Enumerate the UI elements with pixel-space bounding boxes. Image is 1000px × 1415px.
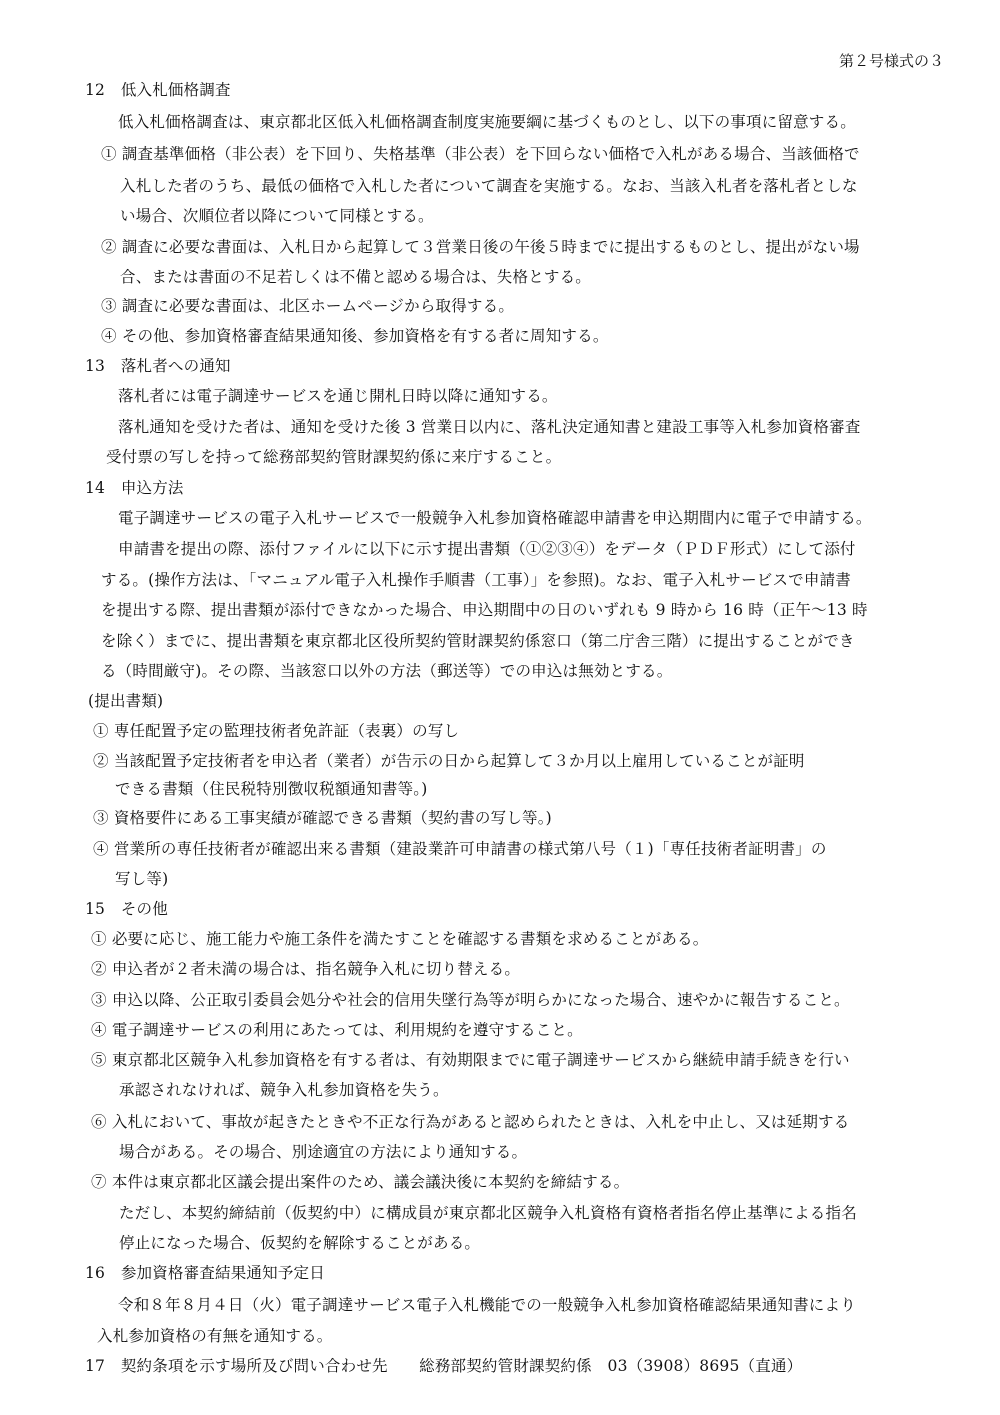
text-line: 承認されなければ、競争入札参加資格を失う。	[119, 1081, 449, 1099]
text-line: 電子調達サービスの電子入札サービスで一般競争入札参加資格確認申請書を申込期間内に電子で申請する。	[118, 509, 872, 527]
text-line: 13 落札者への通知	[85, 357, 231, 375]
text-line: 入札した者のうち、最低の価格で入札した者について調査を実施する。なお、当該入札者を落札者としな	[120, 177, 858, 195]
text-line: 落札者には電子調達サービスを通じ開札日時以降に通知する。	[118, 387, 558, 405]
text-line: 申請書を提出の際、添付ファイルに以下に示す提出書類（①②③④）をデータ（ＰＤＦ形式）にして添付	[118, 540, 856, 558]
text-line: ② 調査に必要な書面は、入札日から起算して３営業日後の午後５時までに提出するものとし、提出がない場	[101, 238, 860, 256]
text-line: ④ その他、参加資格審査結果通知後、参加資格を有する者に周知する。	[101, 327, 609, 345]
text-line: 落札通知を受けた者は、通知を受けた後 3 営業日以内に、落札決定通知書と建設工事等入札参加資格審査	[118, 418, 861, 436]
text-line: 受付票の写しを持って総務部契約管財課契約係に来庁すること。	[106, 448, 562, 466]
text-line: を除く）までに、提出書類を東京都北区役所契約管財課契約係窓口（第二庁舎三階）に提出することができ	[101, 632, 855, 650]
text-line: 15 その他	[85, 900, 168, 918]
text-line: 停止になった場合、仮契約を解除することがある。	[119, 1234, 481, 1252]
text-line: ① 専任配置予定の監理技術者免許証（表裏）の写し	[93, 722, 460, 740]
text-line: ④ 電子調達サービスの利用にあたっては、利用規約を遵守すること。	[91, 1021, 583, 1039]
text-line: ④ 営業所の専任技術者が確認出来る書類（建設業許可申請書の様式第八号（１)「専任技術者証明書」の	[93, 840, 827, 858]
text-line: 入札参加資格の有無を通知する。	[97, 1327, 333, 1345]
text-line: 令和８年８月４日（火）電子調達サービス電子入札機能での一般競争入札参加資格確認結果通知書により	[118, 1296, 856, 1314]
text-line: ただし、本契約締結前（仮契約中）に構成員が東京都北区競争入札資格有資格者指名停止基準による指名	[119, 1204, 857, 1222]
text-line: ⑤ 東京都北区競争入札参加資格を有する者は、有効期限までに電子調達サービスから継続申請手続きを行い	[91, 1051, 850, 1069]
text-line: ② 申込者が２者未満の場合は、指名競争入札に切り替える。	[91, 960, 521, 978]
text-line: ② 当該配置予定技術者を申込者（業者）が告示の日から起算して３か月以上雇用していることが証明	[93, 752, 805, 770]
form-number: 第２号様式の３	[838, 52, 944, 70]
text-line: ③ 申込以降、公正取引委員会処分や社会的信用失墜行為等が明らかになった場合、速やかに報告すること。	[91, 991, 850, 1009]
text-line: 合、または書面の不足若しくは不備と認める場合は、失格とする。	[120, 268, 592, 286]
text-line: (提出書類)	[88, 692, 164, 710]
text-line: 12 低入札価格調査	[85, 81, 231, 99]
text-line: を提出する際、提出書類が添付できなかった場合、申込期間中の日のいずれも 9 時から 16 時（正午～13 時	[101, 601, 868, 619]
text-line: ⑦ 本件は東京都北区議会提出案件のため、議会議決後に本契約を締結する。	[91, 1173, 630, 1191]
text-line: ⑥ 入札において、事故が起きたときや不正な行為があると認められたときは、入札を中止し、又は延期する	[91, 1113, 850, 1131]
text-line: い場合、次順位者以降について同様とする。	[120, 207, 434, 225]
text-line: ③ 資格要件にある工事実績が確認できる書類（契約書の写し等。)	[93, 809, 552, 827]
text-line: する。(操作方法は、「マニュアル電子入札操作手順書（工事）」を参照)。なお、電子入札サービスで申請書	[101, 571, 851, 589]
text-line: ③ 調査に必要な書面は、北区ホームページから取得する。	[101, 297, 515, 315]
text-line: ① 必要に応じ、施工能力や施工条件を満たすことを確認する書類を求めることがある。	[91, 930, 709, 948]
text-line: できる書類（住民税特別徴収税額通知書等。)	[115, 780, 428, 798]
text-line: る（時間厳守)。その際、当該窓口以外の方法（郵送等）での申込は無効とする。	[101, 662, 673, 680]
text-line: 場合がある。その場合、別途適宜の方法により通知する。	[119, 1143, 528, 1161]
text-line: 低入札価格調査は、東京都北区低入札価格調査制度実施要綱に基づくものとし、以下の事項に留意する。	[118, 113, 856, 131]
text-line: ① 調査基準価格（非公表）を下回り、失格基準（非公表）を下回らない価格で入札がある場合、当該価格で	[101, 145, 860, 163]
text-line: 16 参加資格審査結果通知予定日	[85, 1264, 325, 1282]
text-line: 14 申込方法	[85, 479, 184, 497]
text-line: 17 契約条項を示す場所及び問い合わせ先 総務部契約管財課契約係 03（3908）8695（直通）	[85, 1357, 803, 1375]
text-line: 写し等)	[115, 870, 169, 888]
